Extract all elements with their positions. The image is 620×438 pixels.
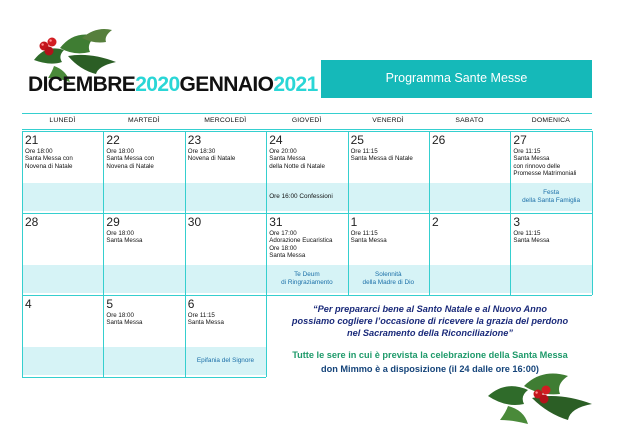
day-schedule	[106, 148, 154, 170]
schedule-line: Santa Messa	[350, 237, 387, 245]
day-number: 4	[25, 297, 32, 311]
day-schedule	[25, 148, 73, 170]
cell-divider	[103, 295, 104, 377]
schedule-line: Ore 11:15	[350, 148, 378, 155]
title-month-december: DICEMBRE	[28, 73, 136, 96]
cell-divider	[348, 131, 349, 213]
day-number: 22	[106, 133, 120, 147]
page-title	[28, 73, 318, 97]
schedule-line: Santa Messa	[106, 319, 143, 327]
message-line: “Per prepararci bene al Santo Natale e al Nuovo Anno	[312, 304, 547, 314]
day-celebration-note: Festa della Santa Famiglia	[522, 189, 581, 204]
day-schedule	[269, 230, 332, 260]
schedule-line: Ore 18:00	[106, 230, 134, 237]
confession-invitation-text	[270, 303, 590, 339]
availability-text	[262, 348, 598, 376]
day-number: 1	[350, 215, 358, 229]
schedule-line: Ore 18:00	[25, 148, 53, 155]
day-celebration-note: Te Deum di Ringraziamento	[281, 271, 333, 286]
program-banner: Programma Sante Messe	[321, 60, 592, 98]
cell-divider	[592, 213, 593, 295]
day-schedule	[351, 230, 387, 245]
header-top-line	[22, 113, 592, 114]
schedule-line: Ore 18:00	[106, 312, 134, 319]
schedule-line: Ore 17:00	[269, 230, 297, 237]
weekday-label: GIOVEDÌ	[291, 117, 322, 124]
schedule-line: Santa Messa	[513, 237, 550, 245]
day-number: 27	[513, 133, 527, 147]
weekday-label: MARTEDÌ	[127, 117, 160, 124]
day-number: 21	[25, 133, 39, 147]
schedule-line: Ore 20:00	[269, 148, 297, 155]
day-schedule	[188, 312, 224, 327]
message-line: nel Sacramento della Riconciliazione”	[347, 328, 513, 338]
weekday-label: LUNEDÌ	[49, 117, 76, 124]
day-number: 24	[269, 133, 283, 147]
day-schedule	[513, 230, 549, 245]
cell-divider	[266, 131, 267, 213]
message-line: possiamo cogliere l’occasione di ricevere la grazia del perdono	[291, 316, 569, 326]
cell-divider	[22, 213, 23, 295]
cell-divider	[22, 295, 23, 377]
day-number: 26	[432, 133, 446, 147]
day-number: 3	[513, 215, 521, 229]
cell-divider	[429, 213, 430, 295]
cell-divider	[266, 295, 267, 377]
schedule-line: Novena di Natale	[106, 162, 154, 170]
day-number: 30	[187, 215, 202, 229]
cell-divider	[592, 131, 593, 213]
row-line	[22, 131, 592, 132]
schedule-line: Novena di Natale	[25, 162, 73, 170]
schedule-line: Ore 11:15	[513, 148, 541, 155]
row-line	[22, 213, 592, 214]
header-bottom-line	[22, 129, 592, 130]
schedule-line: Ore 11:15	[187, 312, 215, 319]
day-number: 5	[106, 297, 114, 311]
weekday-label: SABATO	[455, 117, 484, 124]
day-schedule	[351, 148, 413, 163]
schedule-line: Ore 18:30	[187, 148, 216, 155]
weekday-label: DOMENICA	[531, 117, 570, 124]
row-line	[22, 295, 266, 296]
cell-divider	[103, 131, 104, 213]
schedule-line: Santa Messa	[187, 319, 224, 327]
cell-divider	[185, 131, 186, 213]
day-celebration-note: Solennità della Madre di Dio	[362, 271, 415, 286]
day-number: 23	[187, 133, 202, 147]
message-line: Tutte le sere in cui è prevista la celebrazione della Santa Messa	[292, 350, 568, 360]
cell-divider	[103, 213, 104, 295]
schedule-line: Santa Messa	[106, 237, 143, 245]
title-year-2021: 2021	[273, 73, 318, 96]
schedule-line: con rinnovo delle	[513, 162, 561, 170]
schedule-line: Santa Messa	[269, 252, 306, 260]
cell-divider	[185, 213, 186, 295]
day-number: 2	[432, 215, 439, 229]
schedule-line: della Notte di Natale	[269, 162, 325, 170]
schedule-line: Santa Messa con	[25, 155, 73, 163]
schedule-line: Santa Messa con	[106, 155, 155, 163]
weekday-label: MERCOLEDÌ	[204, 117, 247, 124]
title-month-january: GENNAIO	[179, 73, 274, 96]
schedule-line: Ore 11:15	[513, 230, 541, 237]
day-schedule	[188, 148, 235, 163]
schedule-line: Novena di Natale	[187, 155, 236, 163]
day-celebration-note: Epifania del Signore	[196, 357, 255, 364]
day-schedule	[513, 148, 576, 178]
cell-divider	[429, 131, 430, 213]
cell-divider	[510, 213, 511, 295]
row-line	[22, 377, 266, 378]
schedule-line: Ore 18:00	[269, 244, 297, 252]
schedule-line: Santa Messa	[269, 155, 306, 163]
schedule-line: Ore 11:15	[350, 230, 378, 237]
day-schedule	[106, 230, 142, 245]
schedule-line: Adorazione Eucaristica	[269, 237, 333, 245]
day-number: 29	[106, 215, 120, 229]
schedule-line: Santa Messa di Natale	[350, 155, 413, 163]
day-number: 25	[350, 133, 364, 147]
day-number: 6	[187, 297, 195, 311]
day-number: 28	[25, 215, 39, 229]
day-schedule	[269, 148, 325, 170]
message-line: don Mimmo è a disposizione (il 24 dalle ore 16:00)	[320, 364, 539, 374]
cell-divider	[22, 131, 23, 213]
day-schedule	[106, 312, 142, 327]
schedule-line: Ore 18:00	[106, 148, 134, 155]
day-celebration-note: Ore 16:00 Confessioni	[269, 193, 333, 200]
weekday-label: VENERDÌ	[372, 117, 404, 124]
schedule-line: Promesse Matrimoniali	[513, 170, 577, 178]
schedule-line: Santa Messa	[513, 155, 550, 163]
title-year-2020: 2020	[135, 73, 180, 96]
day-number: 31	[269, 215, 283, 229]
